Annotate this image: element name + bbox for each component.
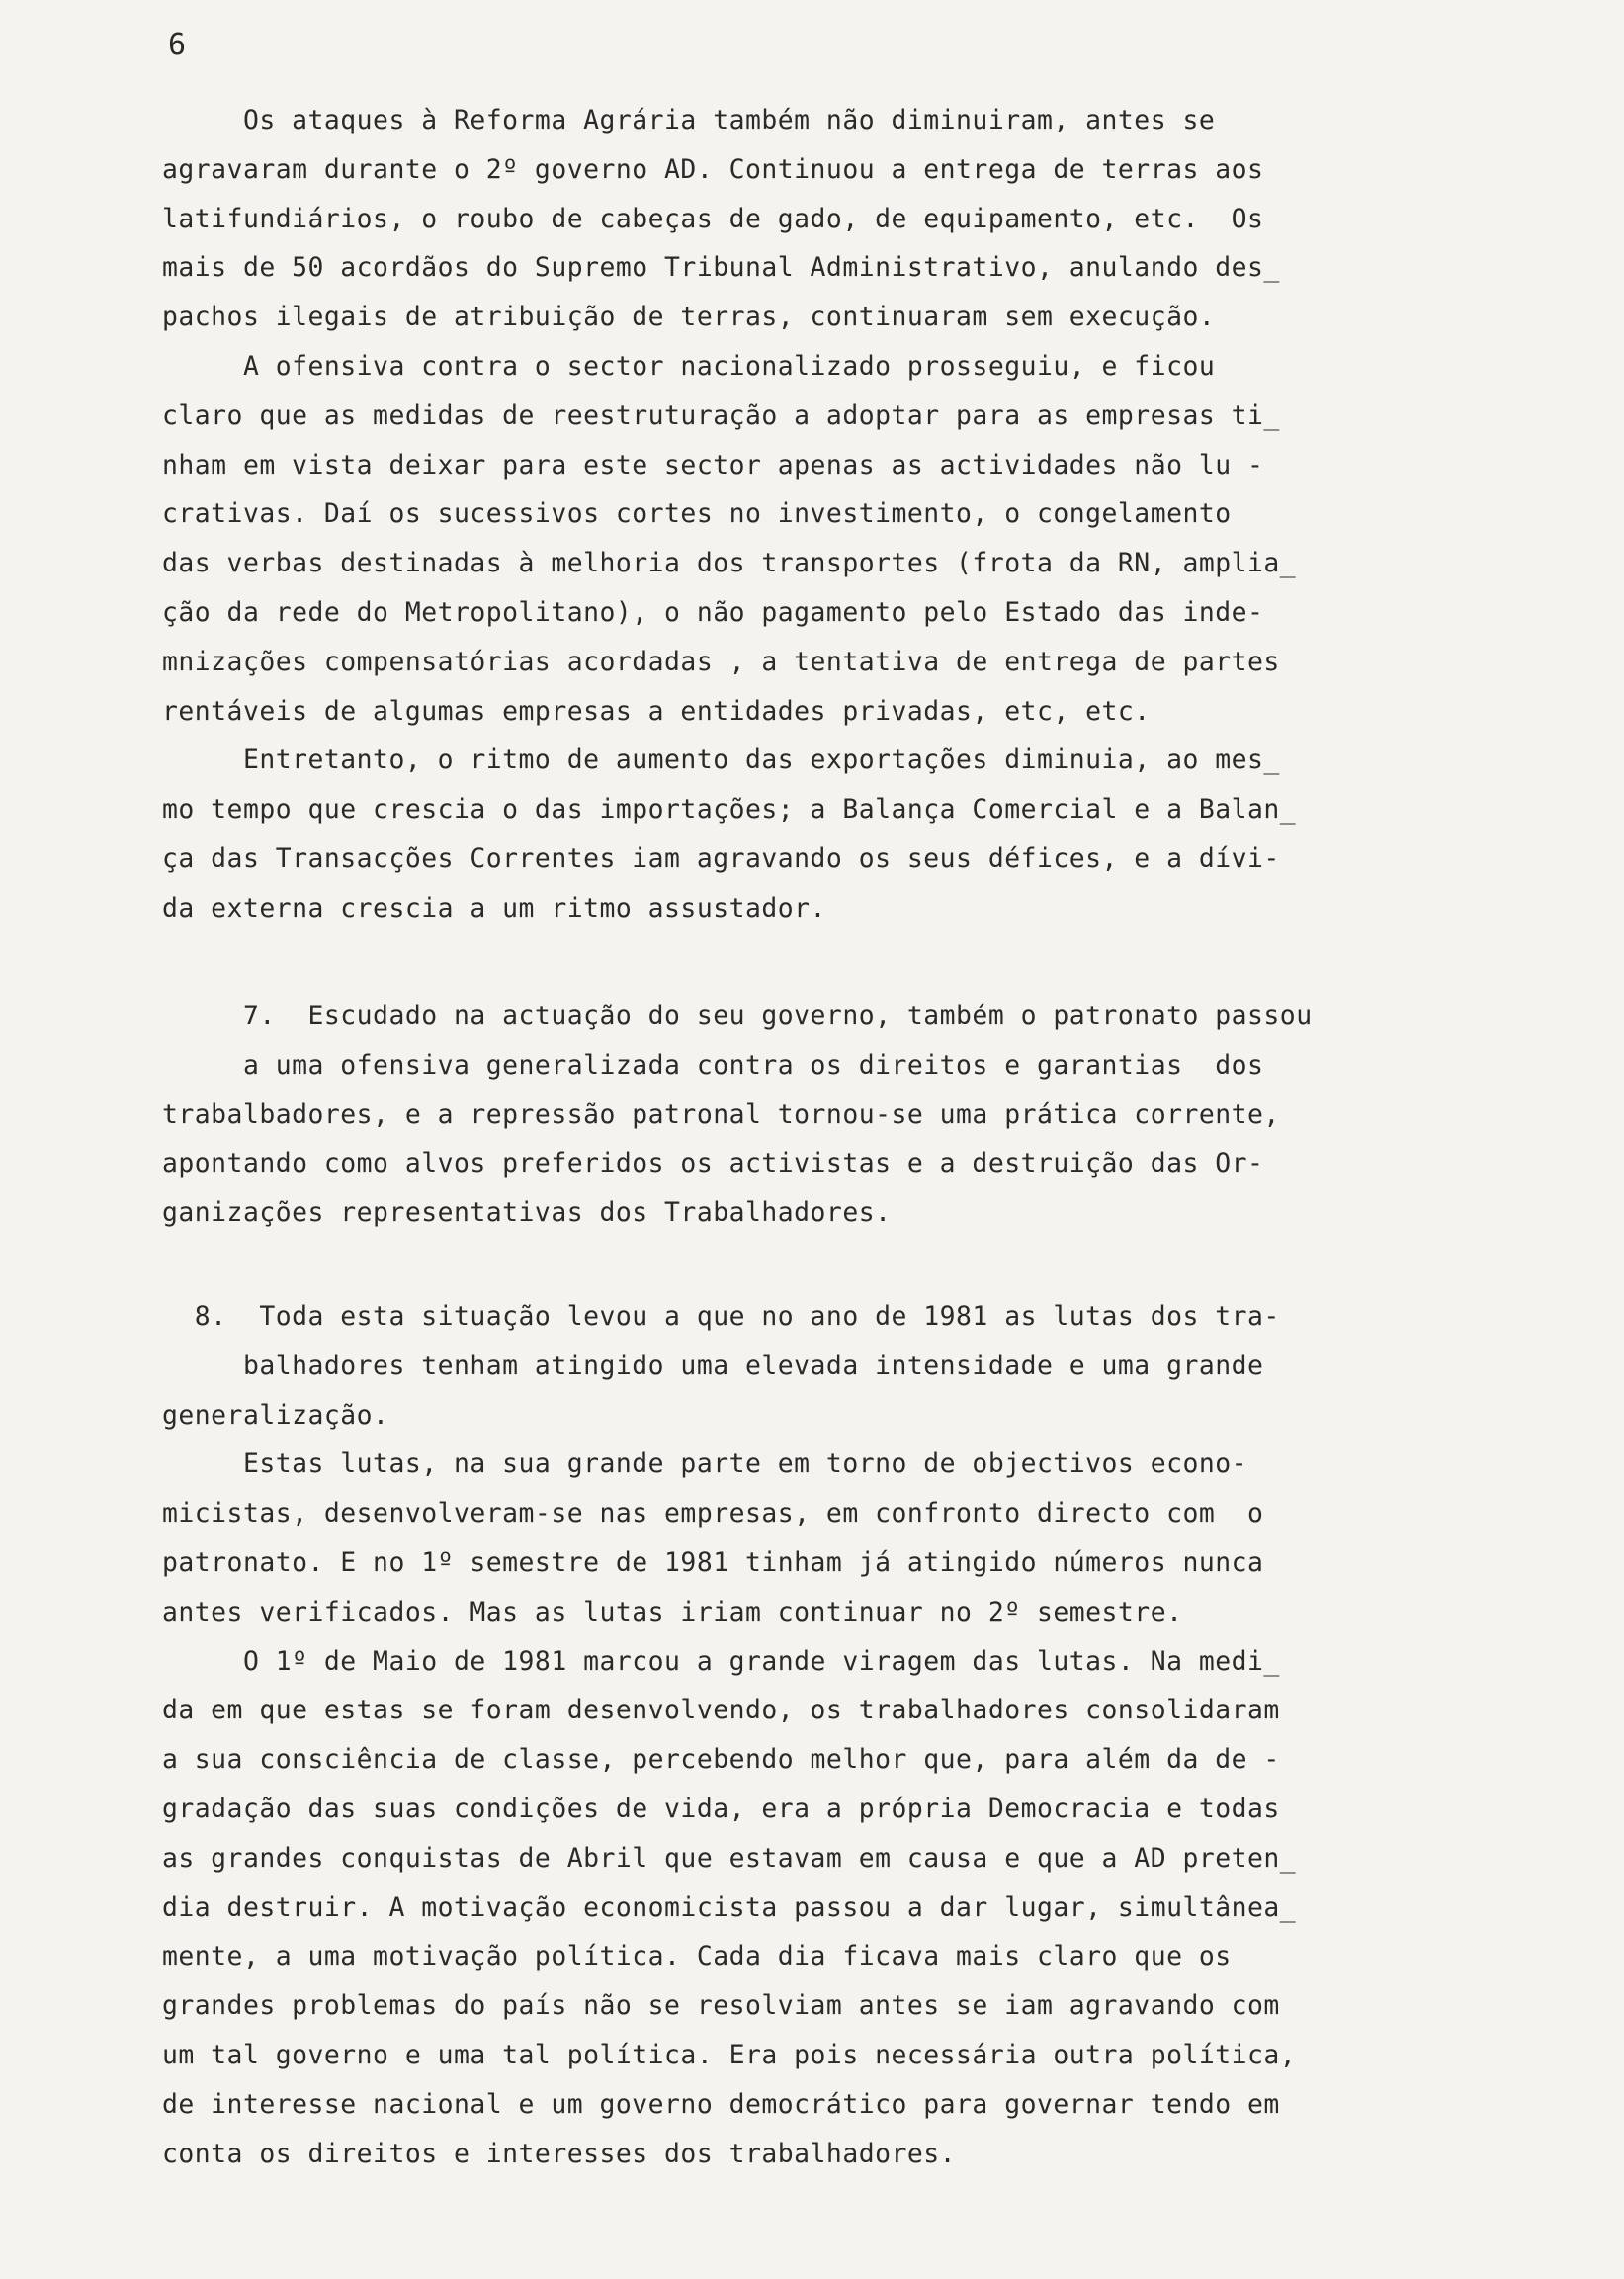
- text-line: da em que estas se foram desenvolvendo, os trabalhadores consolidaram: [162, 1695, 1280, 1726]
- text-line: dia destruir. A motivação economicista passou a dar lugar, simultânea_: [162, 1891, 1297, 1923]
- text-line: rentáveis de algumas empresas a entidades privadas, etc, etc.: [162, 695, 1151, 727]
- text-line: antes verificados. Mas as lutas iriam continuar no 2º semestre.: [162, 1596, 1183, 1627]
- text-line: trabalbadores, e a repressão patronal tornou-se uma prática corrente,: [162, 1098, 1280, 1130]
- paragraph-block-section-7: [162, 992, 1506, 1238]
- text-line: 7. Escudado na actuação do seu governo, também o patronato passou: [162, 1001, 1313, 1031]
- text-line: ganizações representativas dos Trabalhadores.: [162, 1197, 892, 1229]
- text-line: micistas, desenvolveram-se nas empresas, em confronto directo com o: [162, 1498, 1264, 1530]
- text-line: claro que as medidas de reestruturação a adoptar para as empresas ti_: [162, 399, 1280, 431]
- text-line: generalização.: [162, 1399, 389, 1431]
- text-line: a sua consciência de classe, percebendo melhor que, para além da de -: [162, 1744, 1280, 1776]
- text-line: nham em vista deixar para este sector apenas as actividades não lu -: [162, 449, 1264, 481]
- text-line: patronato. E no 1º semestre de 1981 tinham já atingido números nunca: [162, 1546, 1264, 1578]
- text-line: conta os direitos e interesses dos trabalhadores.: [162, 2138, 957, 2169]
- text-line: crativas. Daí os sucessivos cortes no investimento, o congelamento: [162, 498, 1232, 530]
- text-line: das verbas destinadas à melhoria dos transportes (frota da RN, amplia_: [162, 548, 1297, 579]
- text-line: um tal governo e uma tal política. Era pois necessária outra política,: [162, 2039, 1297, 2070]
- paragraph-block-section-8: [162, 1292, 1506, 2178]
- text-line: de interesse nacional e um governo democrático para governar tendo em: [162, 2088, 1280, 2120]
- text-line: O 1º de Maio de 1981 marcou a grande viragem das lutas. Na medi_: [162, 1645, 1280, 1677]
- text-line: Estas lutas, na sua grande parte em torno de objectivos econo-: [162, 1448, 1248, 1480]
- paragraph-block-reforma-agraria: [162, 96, 1506, 933]
- text-line: ção da rede do Metropolitano), o não pagamento pelo Estado das inde-: [162, 596, 1264, 628]
- text-line: pachos ilegais de atribuição de terras, continuaram sem execução.: [162, 302, 1216, 333]
- text-line: a uma ofensiva generalizada contra os direitos e garantias dos: [162, 1049, 1264, 1081]
- text-line: apontando como alvos preferidos os activistas e a destruição das Or-: [162, 1148, 1264, 1180]
- text-line: mo tempo que crescia o das importações; a Balança Comercial e a Balan_: [162, 794, 1297, 826]
- text-line: mente, a uma motivação política. Cada dia ficava mais claro que os: [162, 1941, 1232, 1972]
- page-number: 6: [168, 28, 187, 62]
- text-line: grandes problemas do país não se resolviam antes se iam agravando com: [162, 1990, 1280, 2022]
- text-line: Entretanto, o ritmo de aumento das exportações diminuia, ao mes_: [162, 745, 1280, 776]
- text-line: 8. Toda esta situação levou a que no ano de 1981 as lutas dos tra-: [162, 1301, 1280, 1332]
- text-line: mais de 50 acordãos do Supremo Tribunal Administrativo, anulando des_: [162, 252, 1280, 284]
- text-line: mnizações compensatórias acordadas , a tentativa de entrega de partes: [162, 646, 1280, 677]
- text-line: Os ataques à Reforma Agrária também não diminuiram, antes se: [162, 105, 1216, 135]
- text-line: A ofensiva contra o sector nacionalizado prosseguiu, e ficou: [162, 350, 1216, 382]
- text-line: gradação das suas condições de vida, era a própria Democracia e todas: [162, 1793, 1280, 1824]
- text-line: latifundiários, o roubo de cabeças de gado, de equipamento, etc. Os: [162, 203, 1264, 234]
- text-line: da externa crescia a um ritmo assustador.: [162, 892, 826, 923]
- text-line: balhadores tenham atingido uma elevada intensidade e uma grande: [162, 1350, 1264, 1381]
- text-line: agravaram durante o 2º governo AD. Continuou a entrega de terras aos: [162, 153, 1264, 185]
- text-line: ça das Transacções Correntes iam agravando os seus défices, e a dívi-: [162, 842, 1280, 874]
- text-line: as grandes conquistas de Abril que estavam em causa e que a AD preten_: [162, 1842, 1297, 1874]
